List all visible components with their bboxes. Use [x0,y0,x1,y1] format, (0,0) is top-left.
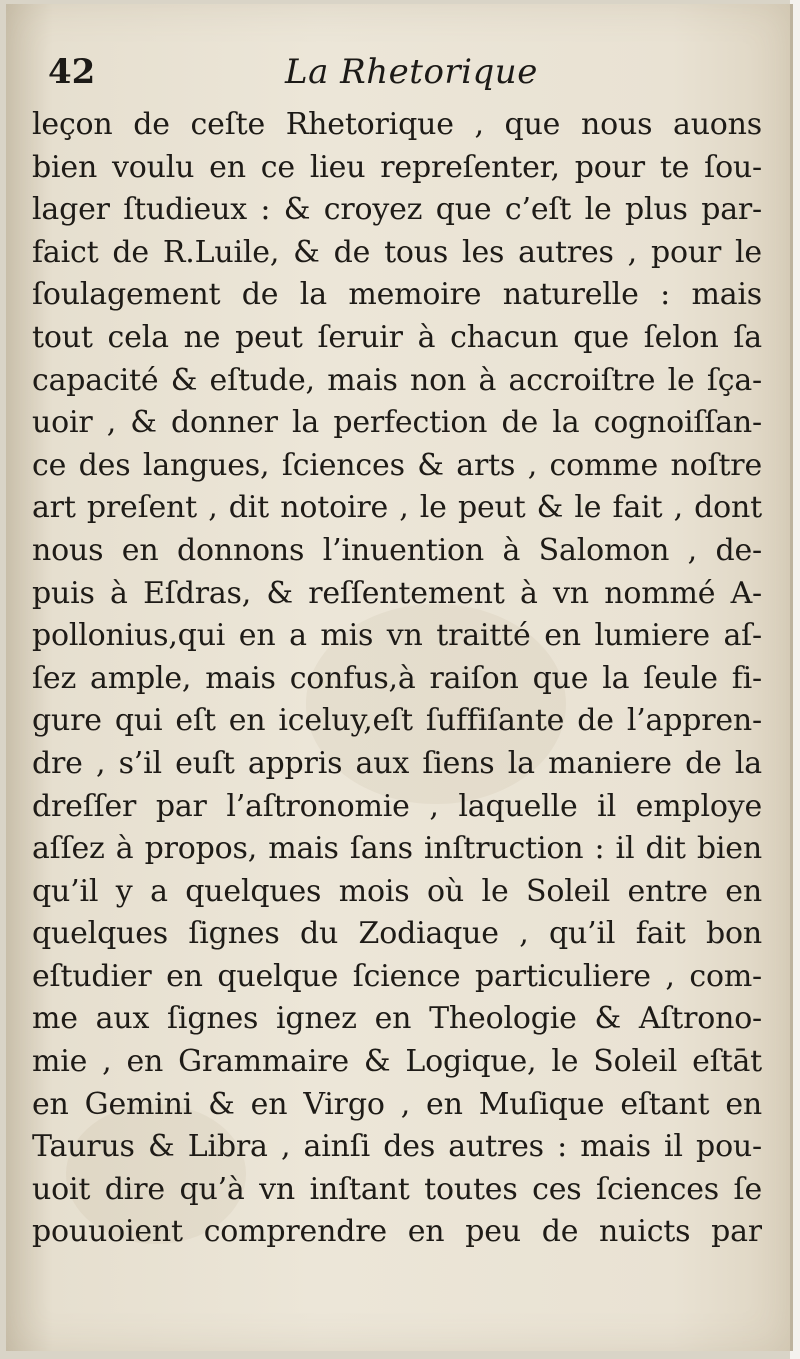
page-number: 42 [48,52,96,92]
text-line: pollonius,qui en a mis vn traitté en lumiere aſ- [32,618,762,654]
text-line: Taurus & Libra , ainſi des autres : mais il pou- [32,1129,762,1165]
text-line: uoir , & donner la perfection de la cognoiſſan- [32,405,762,441]
text-line: bien voulu en ce lieu repreſenter, pour te ſou- [32,149,762,185]
text-line: en Gemini & en Virgo , en Muſique eſtant en [32,1086,762,1122]
text-line: dreſſer par l’aſtronomie , laquelle il employe [32,788,762,824]
text-line: leçon de ceſte Rhetorique , que nous auons [32,107,762,142]
text-line: pouuoient comprendre en peu de nuicts par [32,1214,762,1250]
text-line: aſſez à propos, mais ſans inſtruction : il dit bien [32,831,762,867]
text-line: ce des langues, ſciences & arts , comme noſtre [32,447,762,483]
running-title: La Rhetorique [285,52,538,92]
text-line: gure qui eſt en iceluy,eſt ſuffiſante de l’appren- [32,703,762,739]
text-line: dre , s’il euſt appris aux ſiens la maniere de la [32,745,762,781]
text-line: capacité & eſtude, mais non à accroiſtre le ſça- [32,362,762,398]
body-text [32,104,762,1254]
text-line: eſtudier en quelque ſcience particuliere , com- [32,958,762,994]
text-line: puis à Eſdras, & reſſentement à vn nommé A- [32,575,762,611]
text-line: mie , en Grammaire & Logique, le Soleil eſtāt [32,1044,762,1080]
text-line: art preſent , dit notoire , le peut & le fait , dont [32,490,762,526]
text-line: lager ſtudieux : & croyez que c’eſt le plus par- [32,192,762,228]
text-line: faict de R.Luile, & de tous les autres , pour le [32,234,762,270]
text-line: ſez ample, mais confus,à raiſon que la ſeule fi- [32,660,762,696]
running-head [40,52,760,102]
text-line: ſoulagement de la memoire naturelle : mais [32,277,762,313]
text-line: nous en donnons l’inuention à Salomon , de- [32,532,762,568]
text-line: quelques ſignes du Zodiaque , qu’il fait bon [32,916,762,952]
text-line: qu’il y a quelques mois où le Soleil entre en [32,873,762,909]
text-line: me aux ſignes ignez en Theologie & Aſtrono- [32,1001,762,1037]
text-line: tout cela ne peut ſeruir à chacun que ſelon ſa [32,319,762,355]
text-line: uoit dire qu’à vn inſtant toutes ces ſciences ſe [32,1171,762,1207]
